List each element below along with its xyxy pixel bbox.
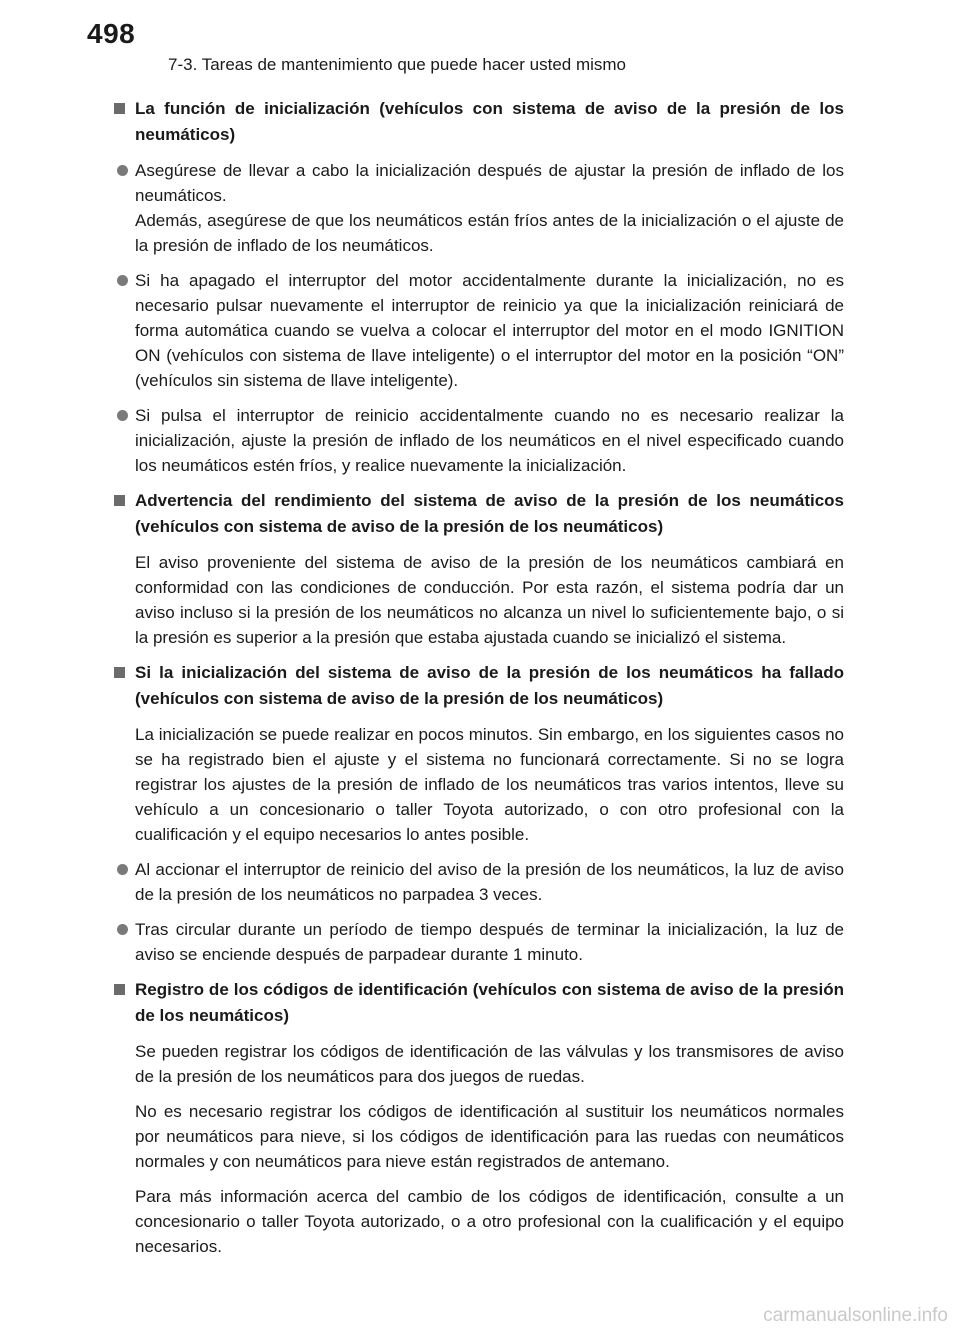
bullet-text: Al accionar el interruptor de reinicio del aviso de la presión de los neumáticos, la luz de aviso de la presión de los neumáticos no parpadea 3 veces. <box>135 860 844 904</box>
bullet-text: Si ha apagado el interruptor del motor accidentalmente durante la inicialización, no es necesario pulsar nuevamente el interruptor de reinicio ya que la inicialización reiniciará de forma automática cuando se vuelva a colocar el interruptor del motor en el modo IGNITION ON (vehículos con sistema de llave inteligente) o el interruptor del motor en la posición “ON” (vehículos sin sistema de llave inteligente). <box>135 271 844 390</box>
section-title-text: La función de inicialización (vehículos con sistema de aviso de la presión de los neumáticos) <box>135 99 844 144</box>
paragraph: Para más información acerca del cambio de los códigos de identificación, consulte a un concesionario o taller Toyota autorizado, o a otro profesional con la cualificación y el equipo necesarios. <box>135 1187 844 1256</box>
bullet-text: Además, asegúrese de que los neumáticos están fríos antes de la inicialización o el ajuste de la presión de inflado de los neumáticos. <box>135 211 844 255</box>
list-item <box>114 158 844 258</box>
section-title-text: Si la inicialización del sistema de aviso de la presión de los neumáticos ha fallado (vehículos con sistema de aviso de la presión de los neumáticos) <box>135 663 844 708</box>
list-item <box>114 268 844 393</box>
circle-bullet-icon <box>117 864 128 875</box>
paragraph: Se pueden registrar los códigos de identificación de las válvulas y los transmisores de aviso de la presión de los neumáticos para dos juegos de ruedas. <box>135 1042 844 1086</box>
chapter-title: 7-3. Tareas de mantenimiento que puede hacer usted mismo <box>168 55 627 74</box>
section-title <box>114 96 844 148</box>
section-inicializacion-fallida <box>114 660 844 967</box>
circle-bullet-icon <box>117 924 128 935</box>
square-bullet-icon <box>114 984 125 995</box>
circle-bullet-icon <box>117 165 128 176</box>
section-inicializacion <box>114 96 844 478</box>
header-rule <box>87 88 877 89</box>
section-advertencia-rendimiento <box>114 488 844 650</box>
bullet-text: Tras circular durante un período de tiempo después de terminar la inicialización, la luz de aviso se enciende después de parpadear durante 1 minuto. <box>135 920 844 964</box>
square-bullet-icon <box>114 667 125 678</box>
circle-bullet-icon <box>117 410 128 421</box>
section-title <box>114 977 844 1029</box>
square-bullet-icon <box>114 495 125 506</box>
paragraph: No es necesario registrar los códigos de identificación al sustituir los neumáticos normales por neumáticos para nieve, si los códigos de identificación para las ruedas con neumáticos normales y con neumáticos para nieve están registrados de antemano. <box>135 1102 844 1171</box>
list-item <box>114 857 844 907</box>
list-item <box>114 917 844 967</box>
section-title-text: Registro de los códigos de identificación (vehículos con sistema de aviso de la presión de los neumáticos) <box>135 980 844 1025</box>
section-title <box>114 660 844 712</box>
square-bullet-icon <box>114 103 125 114</box>
paragraph: La inicialización se puede realizar en pocos minutos. Sin embargo, en los siguientes casos no se ha registrado bien el ajuste y el sistema no funcionará correctamente. Si no se logra registrar los ajustes de la presión de inflado de los neumáticos tras varios intentos, lleve su vehículo a un concesionario o taller Toyota autorizado, o con otro profesional con la cualificación y el equipo necesarios lo antes posible. <box>135 725 844 844</box>
page-content <box>114 96 844 1269</box>
circle-bullet-icon <box>117 275 128 286</box>
section-title-text: Advertencia del rendimiento del sistema de aviso de la presión de los neumáticos (vehículos con sistema de aviso de la presión de los neumáticos) <box>135 491 844 536</box>
section-title <box>114 488 844 540</box>
page-header <box>87 18 877 78</box>
watermark-text: carmanualsonline.info <box>763 1305 948 1326</box>
bullet-text: Si pulsa el interruptor de reinicio accidentalmente cuando no es necesario realizar la inicialización, ajuste la presión de inflado de los neumáticos en el nivel especificado cuando los neumáticos estén fríos, y realice nuevamente la inicialización. <box>135 406 844 475</box>
section-registro-codigos <box>114 977 844 1259</box>
list-item <box>114 403 844 478</box>
paragraph: El aviso proveniente del sistema de aviso de la presión de los neumáticos cambiará en conformidad con las condiciones de conducción. Por esta razón, el sistema podría dar un aviso incluso si la presión de los neumáticos no alcanza un nivel lo suficientemente bajo, o si la presión es superior a la presión que estaba ajustada cuando se inicializó el sistema. <box>135 553 844 647</box>
bullet-text: Asegúrese de llevar a cabo la inicialización después de ajustar la presión de inflado de los neumáticos. <box>135 161 844 205</box>
page-number: 498 <box>87 18 136 49</box>
